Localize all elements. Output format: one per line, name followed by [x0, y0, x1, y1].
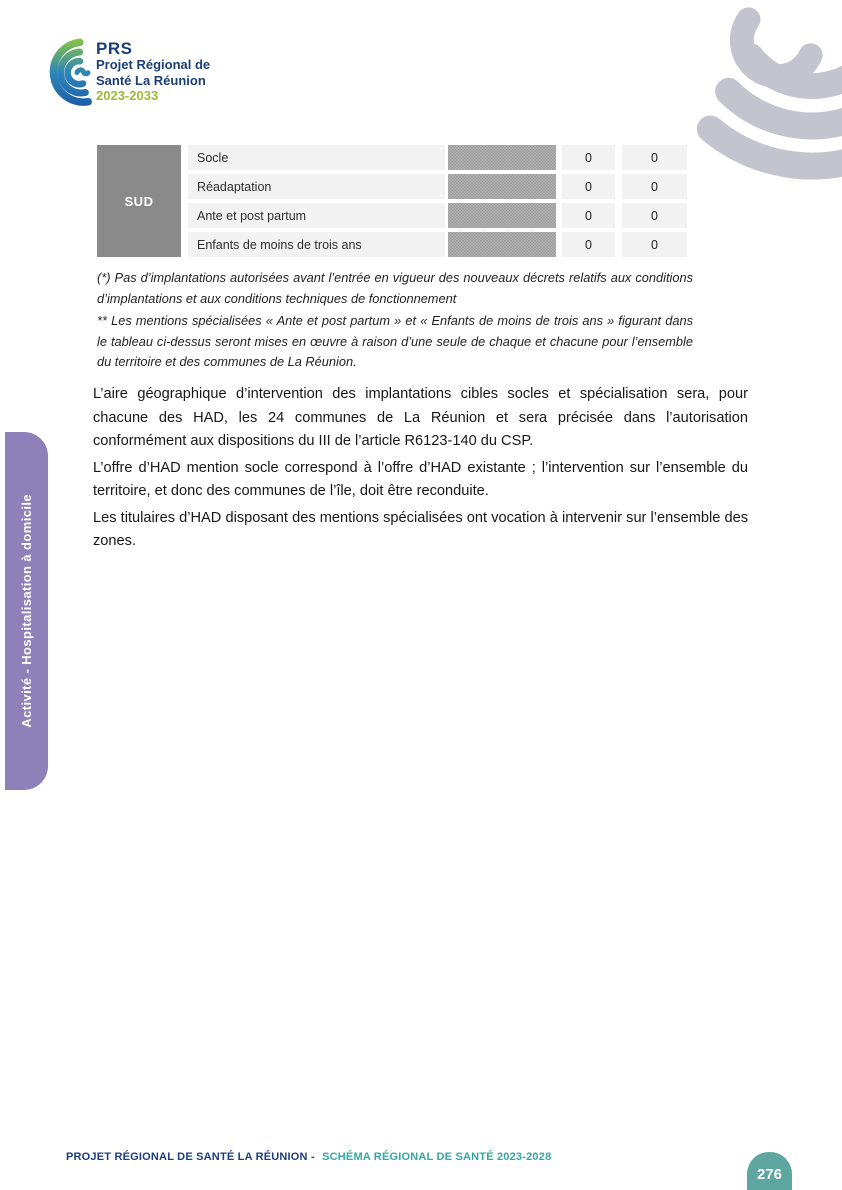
footnote-asterisk: (*) Pas d’implantations autorisées avant l’entrée en vigueur des nouveaux décrets relatifs aux conditions d’implantations et aux conditions techniques de fonctionnement [97, 270, 693, 306]
hatched-cell [448, 203, 556, 228]
prs-logo-arcs-icon [28, 32, 92, 110]
hatched-cell [448, 174, 556, 199]
page-number-badge [747, 1152, 792, 1190]
logo-acronym: PRS [96, 39, 133, 58]
paragraph-titulaires-had: Les titulaires d’HAD disposant des mentions spécialisées ont vocation à intervenir sur l’ensemble des zones. [93, 509, 748, 549]
table-row [188, 203, 687, 228]
chapter-tab-label: Activité - Hospitalisation à domicile [19, 494, 34, 728]
paragraph-aire-geographique: L’aire géographique d’intervention des implantations cibles socles et spécialisation sera, pour chacune des HAD, les 24 communes de La Réunion et sera précisée dans l’autorisation conformément aux dispositions du III de l’article R6123-140 du CSP. [93, 386, 748, 449]
value-cell: 0 [562, 174, 615, 199]
logo-years: 2023-2033 [96, 88, 159, 103]
footer [66, 1151, 551, 1163]
hatched-cell [448, 232, 556, 257]
row-label: Ante et post partum [188, 203, 445, 228]
table-row [188, 145, 687, 170]
value-cell: 0 [622, 232, 687, 257]
paragraph-offre-had: L’offre d’HAD mention socle correspond à l’offre d’HAD existante ; l’intervention sur l’ensemble du territoire, et donc des communes de l’île, doit être reconduite. [93, 459, 748, 499]
footnote-double-asterisk: ** Les mentions spécialisées « Ante et post partum » et « Enfants de moins de trois ans » figurant dans le tableau ci-dessus seront mises en œuvre à raison d’une seule de chaque et chacune pour l’ensemble du territoire et des communes de La Réunion. [97, 313, 693, 369]
table-row [188, 174, 687, 199]
table-row [188, 232, 687, 257]
value-cell: 0 [622, 174, 687, 199]
zone-header-cell: SUD [97, 145, 181, 257]
value-cell: 0 [562, 232, 615, 257]
value-cell: 0 [622, 145, 687, 170]
page-number: 276 [756, 1165, 783, 1183]
body-text [93, 383, 748, 557]
chapter-tab-activite-had [5, 432, 48, 790]
logo-title-line1: Projet Régional de [96, 57, 211, 72]
value-cell: 0 [562, 203, 615, 228]
footer-title: PROJET RÉGIONAL DE SANTÉ LA RÉUNION - [66, 1151, 315, 1163]
row-label: Réadaptation [188, 174, 445, 199]
row-label: Enfants de moins de trois ans [188, 232, 445, 257]
footer-subtitle: SCHÉMA RÉGIONAL DE SANTÉ 2023-2028 [322, 1151, 552, 1163]
row-label: Socle [188, 145, 445, 170]
logo-title-line2: Santé La Réunion [96, 72, 206, 88]
hatched-cell [448, 145, 556, 170]
value-cell: 0 [562, 145, 615, 170]
value-cell: 0 [622, 203, 687, 228]
prs-logo [28, 32, 210, 110]
